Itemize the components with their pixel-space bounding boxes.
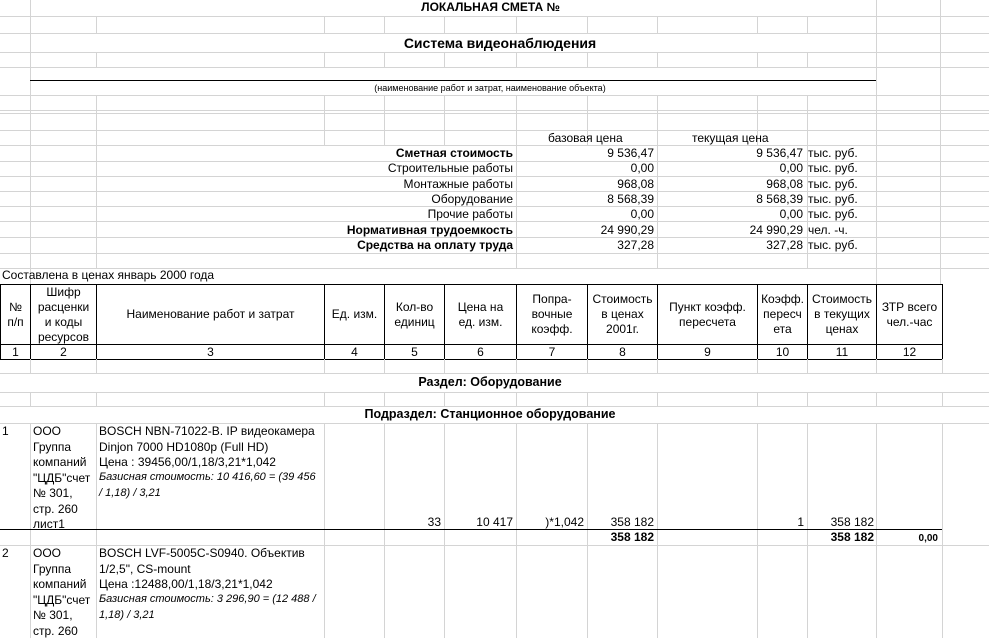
grid-line: [516, 16, 517, 33]
grid-line: [657, 52, 658, 67]
grid-line: [324, 423, 325, 638]
column-number: 5: [385, 345, 444, 359]
column-header: Наименование работ и затрат: [97, 285, 324, 344]
grid-line: [324, 359, 325, 373]
grid-line: [0, 33, 989, 34]
summary-current-value: 968,08: [657, 177, 803, 192]
text-line: / 1,18) / 3,21: [99, 486, 316, 502]
grid-line: [757, 359, 758, 373]
summary-base-value: 968,08: [516, 177, 654, 192]
column-header: Стоимость в ценах 2001г.: [588, 285, 657, 344]
item-number: 2: [2, 546, 9, 562]
column-header: ЗТР всего чел.-час: [877, 285, 942, 344]
grid-line: [384, 392, 385, 406]
grid-line: [807, 359, 808, 373]
grid-line: [96, 16, 97, 33]
text-line: Dinjon 7000 HD1080p (Full HD): [99, 440, 315, 456]
summary-current-value: 24 990,29: [657, 223, 803, 238]
grid-line: [516, 52, 517, 67]
grid-line: [757, 16, 758, 33]
grid-line: [30, 359, 31, 373]
column-number: 6: [445, 345, 516, 359]
summary-current-value: 8 568,39: [657, 192, 803, 207]
item-cost-2001: 358 182: [587, 515, 654, 530]
column-number: 4: [325, 345, 384, 359]
column-header: Цена на ед. изм.: [445, 285, 516, 344]
grid-line: [384, 16, 385, 33]
summary-unit: тыс. руб.: [808, 146, 858, 161]
text-line: стр. 260: [33, 502, 90, 518]
grid-line: [96, 392, 97, 406]
column-header: Ед. изм.: [325, 285, 384, 344]
text-line: 1/2,5", CS-mount: [99, 562, 305, 578]
object-caption: (наименование работ и затрат, наименование объекта): [200, 81, 780, 96]
grid-line: [942, 359, 943, 373]
item-unit-price: 10 417: [444, 515, 513, 530]
text-line: "ЦДБ"счет: [33, 593, 90, 609]
column-number: 11: [808, 345, 876, 359]
summary-base-value: 8 568,39: [516, 192, 654, 207]
grid-line: [444, 16, 445, 33]
summary-label: Монтажные работы: [96, 177, 513, 192]
text-line: 1,18) / 3,21: [99, 608, 316, 624]
text-line: № 301,: [33, 608, 90, 624]
grid-line: [0, 373, 989, 374]
grid-line: [30, 0, 31, 284]
grid-line: [444, 423, 445, 638]
text-line: Группа: [33, 562, 90, 578]
text-line: Группа: [33, 440, 90, 456]
grid-line: [444, 95, 445, 145]
grid-line: [324, 16, 325, 33]
column-number: 8: [588, 345, 657, 359]
item-total-cost-current: 358 182: [807, 530, 874, 545]
column-number: 12: [877, 345, 942, 359]
grid-line: [444, 392, 445, 406]
grid-line: [876, 392, 877, 406]
prices-note: Составлена в ценах январь 2000 года: [2, 268, 214, 283]
grid-line: [657, 359, 658, 373]
grid-line: [444, 359, 445, 373]
grid-line: [807, 95, 808, 145]
grid-line: [657, 16, 658, 33]
text-line: Базисная стоимость: 3 296,90 = (12 488 /: [99, 592, 316, 608]
summary-col-base: базовая цена: [548, 131, 623, 146]
item-base-cost: [99, 592, 316, 623]
text-line: Базисная стоимость: 10 416,60 = (39 456: [99, 470, 316, 486]
summary-col-current: текущая цена: [692, 131, 769, 146]
summary-label: Оборудование: [96, 192, 513, 207]
column-number: 7: [517, 345, 587, 359]
summary-base-value: 0,00: [516, 161, 654, 176]
text-line: лист1: [33, 517, 90, 533]
column-header: Шифр расценки и коды ресурсов: [31, 285, 96, 344]
column-number: 10: [758, 345, 807, 359]
grid-line: [384, 359, 385, 373]
summary-base-value: 327,28: [516, 238, 654, 253]
item-total-ztr: 0,00: [876, 531, 938, 546]
summary-label: Строительные работы: [96, 161, 513, 176]
text-line: Цена : 39456,00/1,18/3,21*1,042: [99, 455, 315, 471]
summary-unit: тыс. руб.: [808, 238, 858, 253]
item-name: [99, 546, 305, 593]
summary-unit: чел. -ч.: [808, 223, 848, 238]
grid-line: [757, 392, 758, 406]
text-line: Цена :12488,00/1,18/3,21*1,042: [99, 577, 305, 593]
grid-line: [807, 392, 808, 406]
column-header: Стоимость в текущих ценах: [808, 285, 876, 344]
summary-base-value: 9 536,47: [516, 146, 654, 161]
grid-line: [0, 113, 989, 114]
item-name: [99, 424, 315, 471]
summary-unit: тыс. руб.: [808, 207, 858, 222]
grid-line: [876, 0, 877, 284]
column-header: Пункт коэфф. пересчета: [658, 285, 757, 344]
grid-line: [516, 392, 517, 406]
grid-line: [324, 392, 325, 406]
grid-line: [757, 423, 758, 638]
item-qty: 33: [384, 515, 441, 530]
text-line: BOSCH LVF-5005C-S0940. Объектив: [99, 546, 305, 562]
grid-line: [384, 52, 385, 67]
item-number: 1: [2, 424, 9, 440]
grid-line: [516, 423, 517, 638]
item-code: [33, 546, 90, 639]
item-cost-current: 358 182: [807, 515, 874, 530]
text-line: № 301,: [33, 486, 90, 502]
grid-line: [516, 359, 517, 373]
object-name: Система видеонаблюдения: [300, 36, 700, 51]
summary-unit: тыс. руб.: [808, 161, 858, 176]
section-title: Раздел: Оборудование: [300, 375, 680, 390]
column-number: 3: [97, 345, 324, 359]
summary-label: Нормативная трудоемкость: [96, 223, 513, 238]
grid-line: [0, 392, 989, 393]
summary-label: Средства на оплату труда: [96, 238, 513, 253]
grid-line: [587, 52, 588, 67]
summary-current-value: 0,00: [657, 207, 803, 222]
grid-line: [0, 130, 989, 131]
text-line: компаний: [33, 577, 90, 593]
grid-line: [0, 67, 989, 68]
grid-line: [807, 52, 808, 67]
summary-label: Сметная стоимость: [96, 146, 513, 161]
grid-line: [942, 423, 943, 638]
column-number: 2: [31, 345, 96, 359]
column-number: 1: [1, 345, 30, 359]
grid-line: [757, 52, 758, 67]
summary-label: Прочие работы: [96, 207, 513, 222]
grid-line: [516, 95, 517, 145]
summary-current-value: 9 536,47: [657, 146, 803, 161]
grid-line: [30, 392, 31, 406]
text-line: BOSCH NBN-71022-B. IP видеокамера: [99, 424, 315, 440]
grid-line: [0, 253, 989, 254]
column-header: № п/п: [1, 285, 30, 344]
grid-line: [384, 423, 385, 638]
grid-line: [942, 392, 943, 406]
text-line: ООО: [33, 424, 90, 440]
item-code: [33, 424, 90, 533]
text-line: стр. 260: [33, 624, 90, 639]
grid-line: [30, 423, 31, 638]
column-header: Кол-во единиц: [385, 285, 444, 344]
column-header: Коэфф. пересч ета: [758, 285, 807, 344]
column-header: Попра- вочные коэфф.: [517, 285, 587, 344]
grid-line: [657, 423, 658, 638]
item-base-cost: [99, 470, 316, 501]
grid-line: [96, 95, 97, 145]
grid-line: [384, 95, 385, 145]
item-total-cost-2001: 358 182: [587, 530, 654, 545]
grid-line: [0, 52, 989, 53]
grid-line: [96, 52, 97, 67]
grid-line: [96, 423, 97, 638]
text-line: ООО: [33, 546, 90, 562]
grid-line: [0, 359, 942, 360]
grid-line: [0, 16, 989, 17]
grid-line: [587, 16, 588, 33]
grid-line: [807, 16, 808, 33]
grid-line: [587, 359, 588, 373]
summary-unit: тыс. руб.: [808, 177, 858, 192]
summary-base-value: 0,00: [516, 207, 654, 222]
grid-line: [587, 392, 588, 406]
grid-line: [876, 359, 877, 373]
grid-line: [0, 110, 989, 111]
grid-line: [324, 52, 325, 67]
grid-line: [940, 0, 941, 284]
summary-current-value: 327,28: [657, 238, 803, 253]
grid-line: [444, 52, 445, 67]
summary-unit: тыс. руб.: [808, 192, 858, 207]
grid-line: [657, 95, 658, 145]
item-coef: )*1,042: [516, 515, 584, 530]
column-number: 9: [658, 345, 757, 359]
item-recalc-coef: 1: [757, 515, 804, 530]
summary-base-value: 24 990,29: [516, 223, 654, 238]
text-line: компаний: [33, 455, 90, 471]
document-title: ЛОКАЛЬНАЯ СМЕТА №: [324, 0, 657, 15]
grid-line: [657, 392, 658, 406]
grid-line: [942, 284, 943, 359]
grid-line: [96, 359, 97, 373]
text-line: "ЦДБ"счет: [33, 471, 90, 487]
grid-line: [324, 95, 325, 145]
summary-current-value: 0,00: [657, 161, 803, 176]
subsection-title: Подраздел: Станционное оборудование: [280, 407, 700, 422]
